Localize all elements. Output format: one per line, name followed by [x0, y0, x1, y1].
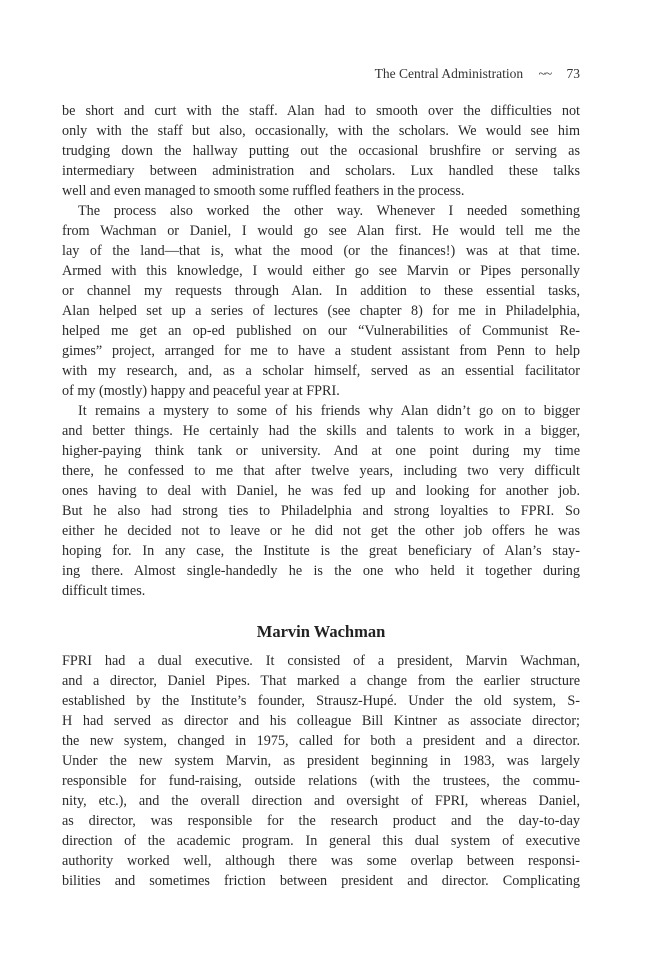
text-line: as director, was responsible for the research product and the day-to-day: [62, 813, 580, 829]
text-line: established by the Institute’s founder, Strausz-Hupé. Under the old system, S-: [62, 693, 580, 709]
header-separator: ~~: [538, 66, 552, 81]
text-line: and a director, Daniel Pipes. That marked a change from the earlier structure: [62, 673, 580, 689]
text-line: hoping for. In any case, the Institute is the great beneficiary of Alan’s stay-: [62, 543, 580, 559]
body-text-lower: [62, 651, 580, 891]
body-text-upper: [62, 101, 580, 601]
running-header: [375, 66, 580, 82]
text-line: higher-paying think tank or university. And at one point during my time: [62, 443, 580, 459]
text-line: direction of the academic program. In general this dual system of executive: [62, 833, 580, 849]
text-line: difficult times.: [62, 583, 146, 599]
text-line: It remains a mystery to some of his friends why Alan didn’t go on to bigger: [78, 403, 580, 419]
chapter-title: The Central Administration: [374, 66, 524, 81]
text-line: from Wachman or Daniel, I would go see Alan first. He would tell me the: [62, 223, 580, 239]
section-heading: Marvin Wachman: [256, 622, 386, 641]
text-line: The process also worked the other way. Whenever I needed something: [78, 203, 580, 219]
text-line: either he decided not to leave or he did not get the other job offers he was: [62, 523, 580, 539]
text-line: Armed with this knowledge, I would either go see Marvin or Pipes personally: [62, 263, 580, 279]
text-line: responsible for fund-raising, outside relations (with the trustees, the commu-: [62, 773, 580, 789]
text-line: well and even managed to smooth some ruffled feathers in the process.: [62, 183, 465, 199]
text-line: helped me get an op-ed published on our “Vulnerabilities of Communist Re-: [62, 323, 580, 339]
page-number: 73: [566, 66, 580, 81]
text-line: intermediary between administration and scholars. Lux handled these talks: [62, 163, 580, 179]
text-line: lay of the land—that is, what the mood (or the finances!) was at that time.: [62, 243, 580, 259]
text-line: ing there. Almost single-handedly he is the one who held it together during: [62, 563, 580, 579]
text-line: H had served as director and his colleague Bill Kintner as associate director;: [62, 713, 580, 729]
text-line: with my research, and, as a scholar himself, served as an essential facilitator: [62, 363, 580, 379]
text-line: only with the staff but also, occasionally, with the scholars. We would see him: [62, 123, 580, 139]
text-line: Alan helped set up a series of lectures (see chapter 8) for me in Philadelphia,: [62, 303, 580, 319]
text-line: or channel my requests through Alan. In addition to these essential tasks,: [62, 283, 580, 299]
text-line: of my (mostly) happy and peaceful year at FPRI.: [62, 383, 340, 399]
text-line: the new system, changed in 1975, called for both a president and a director.: [62, 733, 580, 749]
text-line: be short and curt with the staff. Alan had to smooth over the difficulties not: [62, 103, 580, 119]
text-line: gimes” project, arranged for me to have a student assistant from Penn to help: [62, 343, 580, 359]
text-line: and better things. He certainly had the skills and talents to work in a bigger,: [62, 423, 580, 439]
text-line: there, he confessed to me that after twelve years, including two very difficult: [62, 463, 580, 479]
text-line: ones having to deal with Daniel, he was fed up and looking for another job.: [62, 483, 580, 499]
text-line: FPRI had a dual executive. It consisted of a president, Marvin Wachman,: [62, 653, 580, 669]
text-line: nity, etc.), and the overall direction and oversight of FPRI, whereas Daniel,: [62, 793, 580, 809]
text-line: bilities and sometimes friction between president and director. Complicating: [62, 873, 580, 889]
text-line: trudging down the hallway putting out the occasional brushfire or serving as: [62, 143, 580, 159]
text-line: authority worked well, although there was some overlap between responsi-: [62, 853, 580, 869]
text-line: But he also had strong ties to Philadelphia and strong loyalties to FPRI. So: [62, 503, 580, 519]
text-line: Under the new system Marvin, as president beginning in 1983, was largely: [62, 753, 580, 769]
